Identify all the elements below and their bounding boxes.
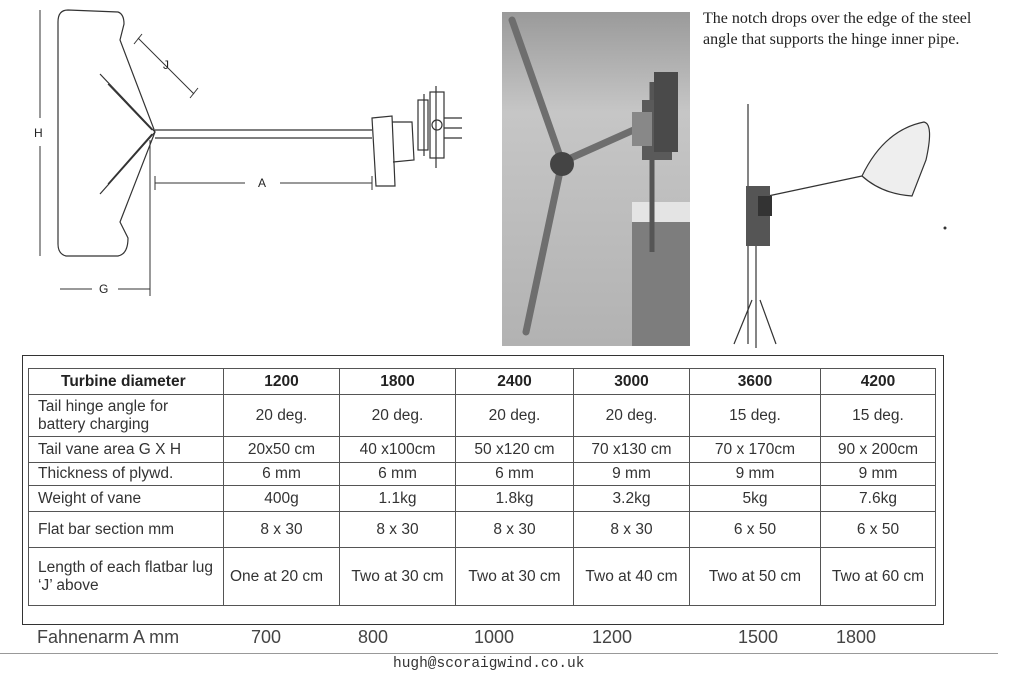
turbine-sketch-image [712, 100, 962, 350]
table-cell: 40 x100cm [340, 437, 456, 463]
table-row [29, 486, 936, 512]
contact-email: hugh@scoraigwind.co.uk [393, 656, 585, 672]
dim-label-j: J [163, 58, 169, 72]
spec-table [28, 368, 936, 606]
table-cell: 6 x 50 [690, 512, 821, 548]
table-cell: Two at 30 cm [340, 548, 456, 606]
table-cell: Two at 30 cm [456, 548, 574, 606]
table-row [29, 437, 936, 463]
header-cell: 4200 [821, 369, 936, 395]
header-cell: 3600 [690, 369, 821, 395]
dim-label-a: A [258, 176, 267, 190]
table-cell: 5kg [690, 486, 821, 512]
dim-label-h: H [34, 126, 43, 140]
dim-label-g: G [99, 282, 109, 296]
table-cell: 15 deg. [821, 395, 936, 437]
row-label: Weight of vane [29, 486, 224, 512]
table-cell: One at 20 cm [224, 548, 340, 606]
header-cell: 3000 [574, 369, 690, 395]
table-cell: 20 deg. [340, 395, 456, 437]
fahnenarm-value: 800 [358, 627, 389, 647]
table-cell: Two at 50 cm [690, 548, 821, 606]
row-label: Tail vane area G X H [29, 437, 224, 463]
table-row [29, 463, 936, 486]
table-cell: 20x50 cm [224, 437, 340, 463]
fahnenarm-value: 1200 [592, 627, 633, 647]
table-cell: 7.6kg [821, 486, 936, 512]
header-cell: 1200 [224, 369, 340, 395]
fahnenarm-value: 1800 [836, 627, 877, 647]
table-cell: 70 x130 cm [574, 437, 690, 463]
fahnenarm-label: Fahnenarm A mm [37, 627, 180, 647]
table-cell: 1.1kg [340, 486, 456, 512]
header-cell: 1800 [340, 369, 456, 395]
table-cell: 8 x 30 [574, 512, 690, 548]
turbine-sketch [712, 100, 962, 350]
table-row [29, 512, 936, 548]
table-cell: 8 x 30 [224, 512, 340, 548]
table-cell: 9 mm [821, 463, 936, 486]
header-cell: 2400 [456, 369, 574, 395]
row-label: Length of each flatbar lug ‘J’ above [29, 548, 224, 606]
tail-hinge-photo-image [502, 12, 690, 346]
table-cell: 9 mm [574, 463, 690, 486]
table-cell: 70 x 170cm [690, 437, 821, 463]
table-cell: 1.8kg [456, 486, 574, 512]
table-cell: Two at 40 cm [574, 548, 690, 606]
header-cell: Turbine diameter [29, 369, 224, 395]
table-cell: 6 mm [456, 463, 574, 486]
table-cell: 20 deg. [574, 395, 690, 437]
table-header-row [29, 369, 936, 395]
photo-caption: The notch drops over the edge of the steel angle that supports the hinge inner pipe. [703, 10, 972, 48]
tail-vane-diagram [0, 0, 490, 340]
table-cell: 50 x120 cm [456, 437, 574, 463]
row-label: Tail hinge angle for battery charging [29, 395, 224, 437]
fahnenarm-value: 1500 [738, 627, 779, 647]
table-cell: 6 mm [224, 463, 340, 486]
table-cell: Two at 60 cm [821, 548, 936, 606]
fahnenarm-value: 1000 [474, 627, 515, 647]
fahnenarm-value: 700 [251, 627, 282, 647]
table-cell: 400g [224, 486, 340, 512]
tail-hinge-photo [502, 12, 690, 346]
row-label: Flat bar section mm [29, 512, 224, 548]
table-cell: 6 x 50 [821, 512, 936, 548]
table-cell: 90 x 200cm [821, 437, 936, 463]
row-label: Thickness of plywd. [29, 463, 224, 486]
table-cell: 15 deg. [690, 395, 821, 437]
table-cell: 20 deg. [224, 395, 340, 437]
tail-vane-drawing [0, 0, 490, 340]
table-cell: 8 x 30 [456, 512, 574, 548]
table-cell: 8 x 30 [340, 512, 456, 548]
spec-table-frame [22, 355, 944, 625]
table-row [29, 548, 936, 606]
table-row [29, 395, 936, 437]
table-cell: 3.2kg [574, 486, 690, 512]
footer-divider [0, 653, 998, 654]
table-cell: 9 mm [690, 463, 821, 486]
table-cell: 20 deg. [456, 395, 574, 437]
table-cell: 6 mm [340, 463, 456, 486]
